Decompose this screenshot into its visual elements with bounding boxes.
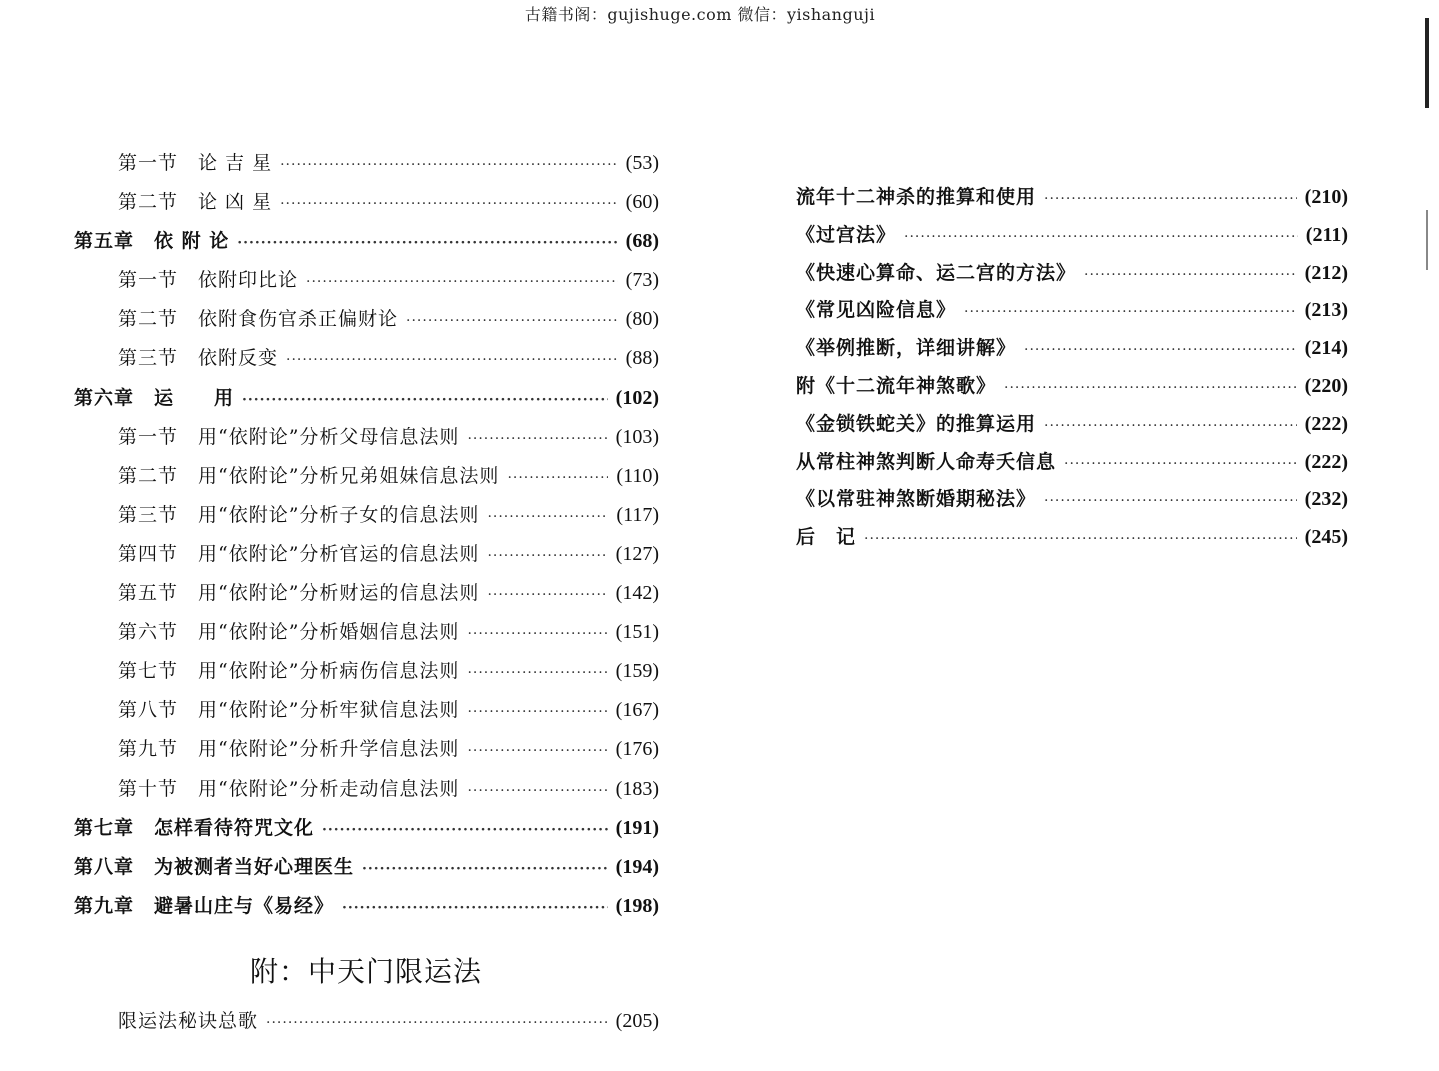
toc-entry-title: 限运法秘诀总歌 [118,1010,259,1032]
toc-leader-dots [467,783,607,799]
toc-leader-dots [1064,456,1297,472]
watermark: 古籍书阁：gujishuge.com 微信：yishanguji [524,5,876,24]
toc-leader-dots [1044,493,1297,509]
toc-leader-dots [1044,418,1297,434]
toc-entry-page: (222) [1304,450,1348,473]
toc-entry-page: (102) [615,386,659,409]
toc-entry[interactable] [74,265,659,304]
toc-entry[interactable] [74,148,659,187]
toc-entry[interactable] [74,539,659,578]
toc-entry[interactable] [796,447,1348,485]
toc-entry-title: 第五章 依 附 论 [74,230,230,253]
toc-entry-page: (88) [625,347,659,370]
toc-entry-title: 第二节 论 凶 星 [118,191,273,214]
toc-entry-title: 《以常驻神煞断婚期秘法》 [796,488,1037,511]
toc-entry-page: (232) [1304,488,1348,511]
toc-entry-page: (214) [1304,337,1348,360]
toc-leader-dots [467,704,607,720]
toc-entry-title: 第八章 为被测者当好心理医生 [74,855,355,878]
toc-entry-title: 第七节 用“依附论”分析病伤信息法则 [118,660,460,683]
toc-leader-dots [280,196,618,212]
toc-leader-dots [1084,267,1297,283]
toc-leader-dots [322,822,608,838]
toc-entry-title: 第一节 用“依附论”分析父母信息法则 [118,425,460,448]
toc-entry-title: 第七章 怎样看待符咒文化 [74,816,315,839]
toc-entry-title: 第一节 依附印比论 [118,269,299,292]
toc-entry-page: (198) [615,894,659,917]
toc-entry[interactable] [74,422,659,461]
toc-entry[interactable] [74,734,659,773]
toc-entry-page: (142) [615,582,659,605]
toc-entry-title: 流年十二神杀的推算和使用 [796,186,1037,208]
toc-leader-dots [487,509,608,525]
toc-entry[interactable] [796,371,1348,409]
toc-entry-title: 第八节 用“依附论”分析牢狱信息法则 [118,699,460,722]
toc-entry-title: 第五节 用“依附论”分析财运的信息法则 [118,582,480,605]
toc-entry-title: 《举例推断，详细讲解》 [796,337,1017,360]
toc-entry[interactable] [74,343,659,382]
toc-entry-title: 《金锁铁蛇关》的推算运用 [796,412,1037,435]
toc-entry-title: 第三节 依附反变 [118,347,279,370]
toc-entry-page: (167) [615,699,659,722]
toc-entry[interactable] [74,461,659,500]
toc-leader-dots [237,235,617,251]
toc-leader-dots [1024,342,1297,358]
toc-entry-title: 第六章 运 用 [74,386,235,409]
toc-entry-page: (245) [1304,526,1348,549]
toc-leader-dots [406,313,618,329]
toc-entry-title: 第九章 避暑山庄与《易经》 [74,894,335,917]
toc-entry-title: 第二节 用“依附论”分析兄弟姐妹信息法则 [118,464,500,487]
toc-entry-page: (103) [615,425,659,448]
toc-entry-page: (159) [615,660,659,683]
toc-entry-page: (211) [1305,223,1348,246]
toc-entry-page: (110) [616,464,659,487]
toc-appendix-list [74,1006,659,1045]
toc-entry-page: (127) [615,542,659,565]
toc-entry-page: (213) [1304,299,1348,322]
toc-entry[interactable] [74,1006,659,1045]
toc-entry-page: (176) [615,738,659,761]
toc-leader-dots [342,900,608,916]
toc-right-column [796,182,1348,560]
toc-leader-dots [266,1015,608,1031]
toc-leader-dots [1044,191,1297,207]
toc-entry-title: 附《十二流年神煞歌》 [796,374,997,397]
toc-entry-page: (220) [1304,374,1348,397]
toc-entry[interactable] [74,383,659,422]
toc-entry-page: (205) [615,1010,659,1032]
toc-leader-dots [904,229,1298,245]
toc-entry-page: (194) [615,855,659,878]
toc-entry-title: 第二节 依附食伤官杀正偏财论 [118,308,399,331]
toc-entry[interactable] [74,500,659,539]
toc-entry[interactable] [796,409,1348,447]
toc-entry[interactable] [74,774,659,813]
toc-leader-dots [487,548,607,564]
toc-entry-page: (222) [1304,412,1348,435]
toc-entry-page: (212) [1304,261,1348,284]
toc-entry-title: 从常柱神煞判断人命寿夭信息 [796,450,1057,473]
page-edge-line-faint [1426,210,1428,270]
toc-entry-title: 第十节 用“依附论”分析走动信息法则 [118,777,460,800]
toc-leader-dots [306,274,618,290]
toc-entry-title: 第一节 论 吉 星 [118,152,273,174]
page-edge-line [1425,18,1429,108]
toc-entry-title: 后 记 [796,526,857,549]
toc-leader-dots [362,861,608,877]
toc-entry[interactable] [796,220,1348,258]
toc-entry[interactable] [796,182,1348,220]
toc-leader-dots [1004,380,1297,396]
toc-entry-page: (60) [625,191,659,214]
toc-entry-page: (80) [625,308,659,331]
toc-leader-dots [286,352,618,368]
toc-entry-title: 第六节 用“依附论”分析婚姻信息法则 [118,621,460,644]
toc-leader-dots [467,665,607,681]
toc-entry-title: 第四节 用“依附论”分析官运的信息法则 [118,542,480,565]
toc-entry-title: 《过宫法》 [796,223,897,246]
appendix-heading: 附：中天门限运法 [250,955,483,988]
toc-leader-dots [467,431,607,447]
toc-entry-page: (53) [625,152,659,174]
toc-entry[interactable] [74,695,659,734]
toc-entry[interactable] [796,484,1348,522]
toc-entry[interactable] [74,187,659,226]
toc-entry-page: (183) [615,777,659,800]
toc-leader-dots [467,743,607,759]
toc-entry[interactable] [74,226,659,265]
toc-leader-dots [467,626,607,642]
toc-entry[interactable] [74,656,659,695]
toc-entry[interactable] [796,295,1348,333]
toc-entry-page: (117) [616,503,659,526]
toc-entry-title: 第三节 用“依附论”分析子女的信息法则 [118,503,480,526]
toc-entry-title: 第九节 用“依附论”分析升学信息法则 [118,738,460,761]
toc-entry-page: (210) [1304,186,1348,208]
toc-entry-title: 《快速心算命、运二宫的方法》 [796,261,1077,284]
toc-entry[interactable] [74,891,659,930]
toc-entry[interactable] [74,852,659,891]
toc-entry[interactable] [796,522,1348,560]
toc-leader-dots [964,304,1297,320]
toc-entry[interactable] [74,578,659,617]
toc-leader-dots [864,531,1297,547]
toc-entry[interactable] [796,258,1348,296]
toc-entry-page: (191) [615,816,659,839]
toc-entry-title: 《常见凶险信息》 [796,299,957,322]
toc-leader-dots [242,392,608,408]
toc-entry[interactable] [74,304,659,343]
toc-entry-page: (68) [625,230,659,253]
toc-entry[interactable] [74,617,659,656]
toc-leader-dots [507,470,608,486]
toc-entry[interactable] [74,813,659,852]
toc-leader-dots [487,587,607,603]
toc-entry-page: (73) [625,269,659,292]
toc-entry-page: (151) [615,621,659,644]
toc-left-column [74,148,659,930]
toc-entry[interactable] [796,333,1348,371]
toc-leader-dots [280,157,618,173]
